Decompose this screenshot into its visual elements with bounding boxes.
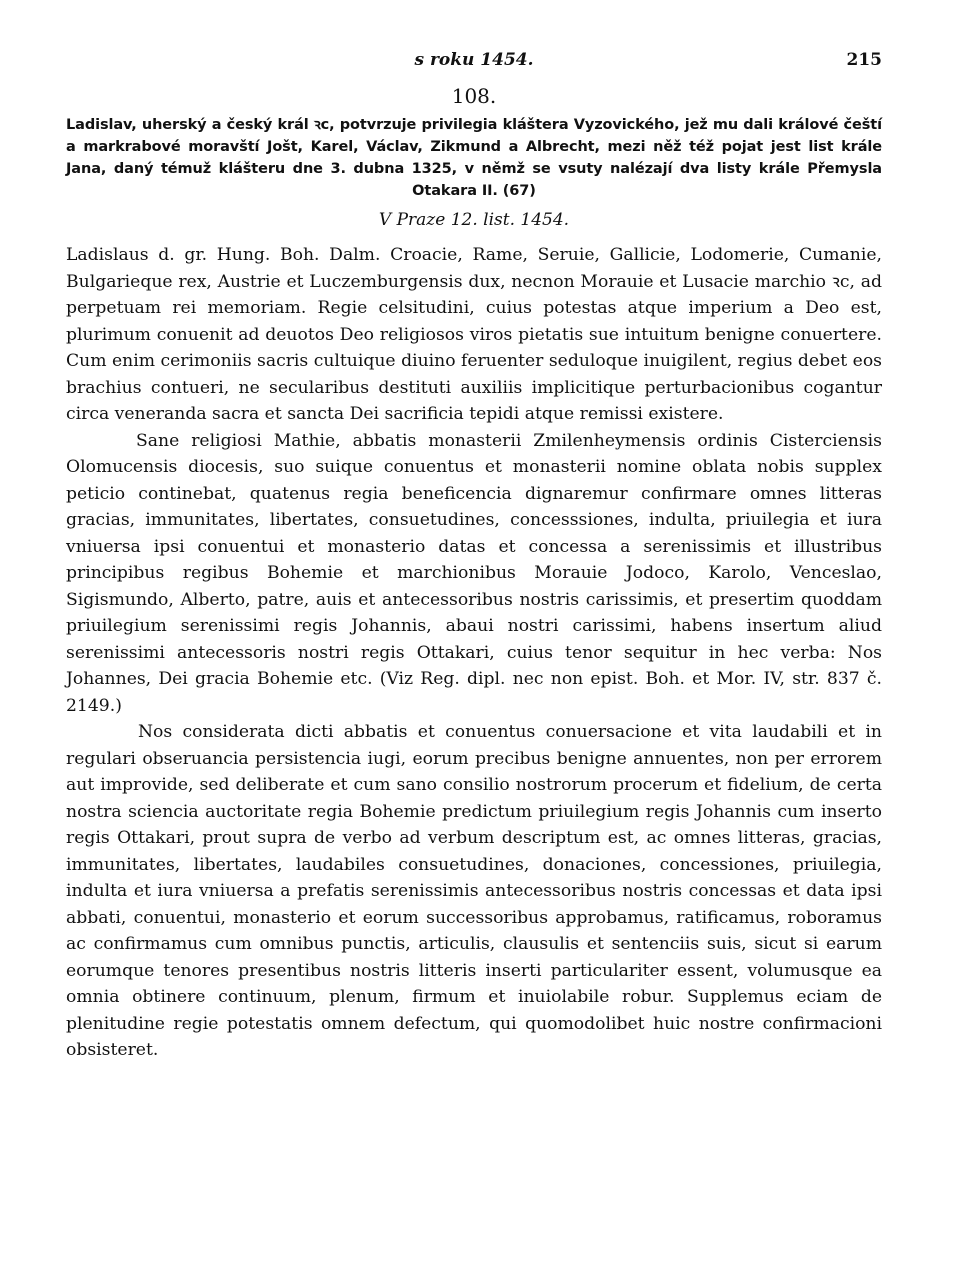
place-date: V Praze 12. list. 1454. [378,210,570,230]
page-header [66,50,882,80]
regest-summary: Ladislav, uherský a český král ꝛc, potvrzuje privilegia kláštera Vyzovického, jež mu dali králové čeští a markrabové moravští Jošt, Karel, Václav, Zikmund a Albrecht, mezi něž též pojat jest list krále Jana, daný témuž klášteru dne 3. dubna 1325, v němž se vsuty nalézají dva listy krále Přemysla Otakara II. (67) [66,117,882,199]
document-number: 108. [451,84,497,108]
document-body [66,242,882,1064]
document-page [66,50,882,1064]
page-number: 215 [846,50,882,70]
running-title: s roku 1454. [414,50,534,70]
paragraph-1: Ladislaus d. gr. Hung. Boh. Dalm. Croacie, Rame, Seruie, Gallicie, Lodomerie, Cumanie, Bulgarieque rex, Austrie et Luczemburgensis dux, necnon Morauie et Lusacie marchio ꝛc, ad perpetuam rei memoriam. Regie celsitudini, cuius potestas atque imperium a Deo est, plurimum conuenit ad deuotos Deo religiosos viros pietatis sue intuitum benigne conuertere. Cum enim cerimoniis sacris cultuique diuino feruenter seduloque inuigilent, regius debet eos brachius contueri, ne secularibus destituti auxiliis implicitique perturbacionibus cogantur circa veneranda sacra et sancta Dei sacrificia tepidi atque remissi existere. [66,245,882,424]
paragraph-3: Nos considerata dicti abbatis et conuentus conuersacione et vita laudabili et in regulari obseruancia persistencia iugi, eorum precibus benigne annuentes, non per errorem aut improvide, sed deliberate et cum sano consilio nostrorum procerum et fidelium, de certa nostra sciencia auctoritate regia Bohemie predictum priuilegium regis Johannis cum inserto regis Ottakari, prout supra de verbo ad verbum descriptum est, ac omnes litteras, gracias, immunitates, libertates, laudabiles consuetudines, donaciones, concessiones, priuilegia, indulta et iura vniuersa a prefatis serenissimis antecessoribus nostris concessas et data ipsi abbati, conuentui, monasterio et eorum successoribus approbamus, ratificamus, roboramus ac confirmamus cum omnibus punctis, articulis, clausulis et sentenciis suis, sicut si earum eorumque tenores presentibus nostris litteris inserti particulariter essent, volumusque ea omnia obtinere continuum, plenum, firmum et inuiolabile robur. Supplemus eciam de plenitudine regie potestatis omnem defectum, qui quomodolibet huic nostre confirmacioni obsisteret. [66,722,882,1060]
paragraph-2: Sane religiosi Mathie, abbatis monasterii Zmilenheymensis ordinis Cisterciensis Olomucensis diocesis, suo suique conuentus et monasterii nomine oblata nobis supplex peticio continebat, quatenus regia beneficencia dignaremur confirmare omnes litteras gracias, immunitates, libertates, consuetudines, concesssiones, indulta, priuilegia et iura vniuersa ipsi conuentui et monasterio datas et concessa a serenissimis et illustribus principibus regibus Bohemie et marchionibus Morauie Jodoco, Karolo, Venceslao, Sigismundo, Alberto, patre, auis et antecessoribus nostris carissimis, et presertim quoddam priuilegium serenissimi regis Johannis, abaui nostri carissimi, habens insertum aliud serenissimi antecessoris nostri regis Ottakari, cuius tenor sequitur in hec verba: Nos Johannes, Dei gracia Bohemie etc. (Viz Reg. dipl. nec non epist. Boh. et Mor. IV, str. 837 č. 2149.) [66,430,882,716]
